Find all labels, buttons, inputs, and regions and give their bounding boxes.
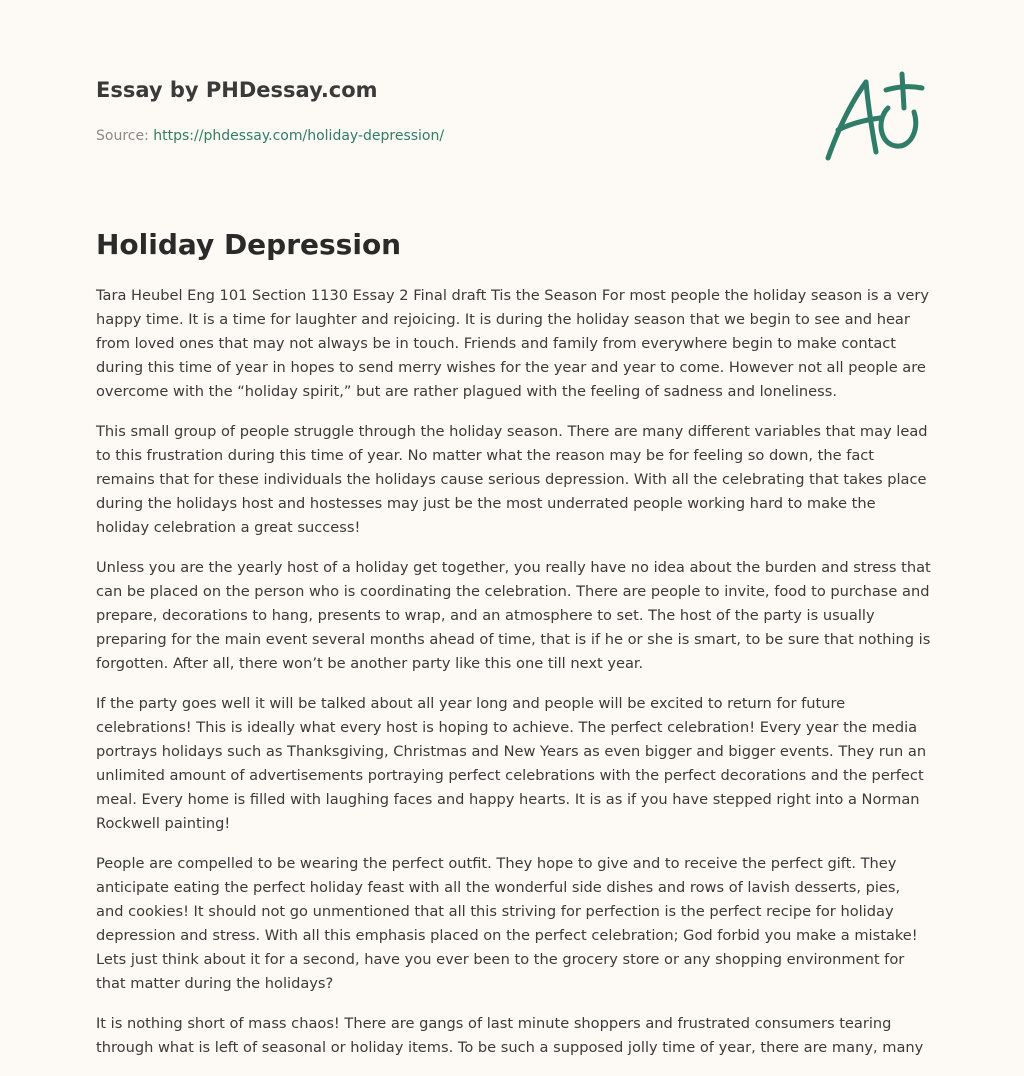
essay-body bbox=[96, 284, 932, 1076]
essay-paragraph: Unless you are the yearly host of a holiday get together, you really have no idea about the burden and stress that can be placed on the person who is coordinating the celebration. There are people to invite, food to purchase and prepare, decorations to hang, presents to wrap, and an atmosphere to set. The host of the party is usually preparing for the main event several months ahead of time, that is if he or she is smart, to be sure that nothing is forgotten. After all, there won’t be another party like this one till next year. bbox=[96, 559, 931, 672]
site-brand: Essay by PHDessay.com bbox=[96, 78, 378, 102]
a-plus-logo-icon bbox=[822, 68, 930, 166]
essay-paragraph: Tara Heubel Eng 101 Section 1130 Essay 2 Final draft Tis the Season For most people the holiday season is a very happy time. It is a time for laughter and rejoicing. It is during the holiday season that we begin to see and hear from loved ones that may not always be in touch. Friends and family from everywhere begin to make contact during this time of year in hopes to send merry wishes for the year and year to come. However not all people are overcome with the “holiday spirit,” but are rather plagued with the feeling of sadness and loneliness. bbox=[96, 287, 930, 400]
source-label: Source: bbox=[96, 128, 154, 144]
source-link[interactable]: https://phdessay.com/holiday-depression/ bbox=[153, 128, 445, 144]
essay-paragraph: If the party goes well it will be talked about all year long and people will be excited to return for future celebrations! This is ideally what every host is hoping to achieve. The perfect celebration! Every year the media portrays holidays such as Thanksgiving, Christmas and New Years as even bigger and bigger events. They run an unlimited amount of advertisements portraying perfect celebrations with the perfect decorations and the perfect meal. Every home is filled with laughing faces and happy hearts. It is as if you have stepped right into a Norman Rockwell painting! bbox=[96, 695, 927, 832]
essay-paragraph: People are compelled to be wearing the perfect outfit. They hope to give and to receive the perfect gift. They anticipate eating the perfect holiday feast with all the wonderful side dishes and rows of lavish desserts, pies, and cookies! It should not go unmentioned that all this striving for perfection is the perfect recipe for holiday depression and stress. With all this emphasis placed on the perfect celebration; God forbid you make a mistake! Lets just think about it for a second, have you ever been to the grocery store or any shopping environment for that matter during the holidays? bbox=[96, 855, 918, 992]
essay-paragraph: This small group of people struggle through the holiday season. There are many different variables that may lead to this frustration during this time of year. No matter what the reason may be for feeling so down, the fact remains that for these individuals the holidays cause serious depression. With all the celebrating that takes place during the holidays host and hostesses may just be the most underrated people working hard to make the holiday celebration a great success! bbox=[96, 423, 928, 536]
source-line bbox=[96, 126, 928, 146]
essay-title: Holiday Depression bbox=[96, 228, 402, 261]
essay-paragraph: It is nothing short of mass chaos! There are gangs of last minute shoppers and frustrated consumers tearing through what is left of seasonal or holiday items. To be such a supposed jolly time of year, there are many, many bbox=[96, 1015, 924, 1056]
site-header bbox=[96, 76, 928, 146]
